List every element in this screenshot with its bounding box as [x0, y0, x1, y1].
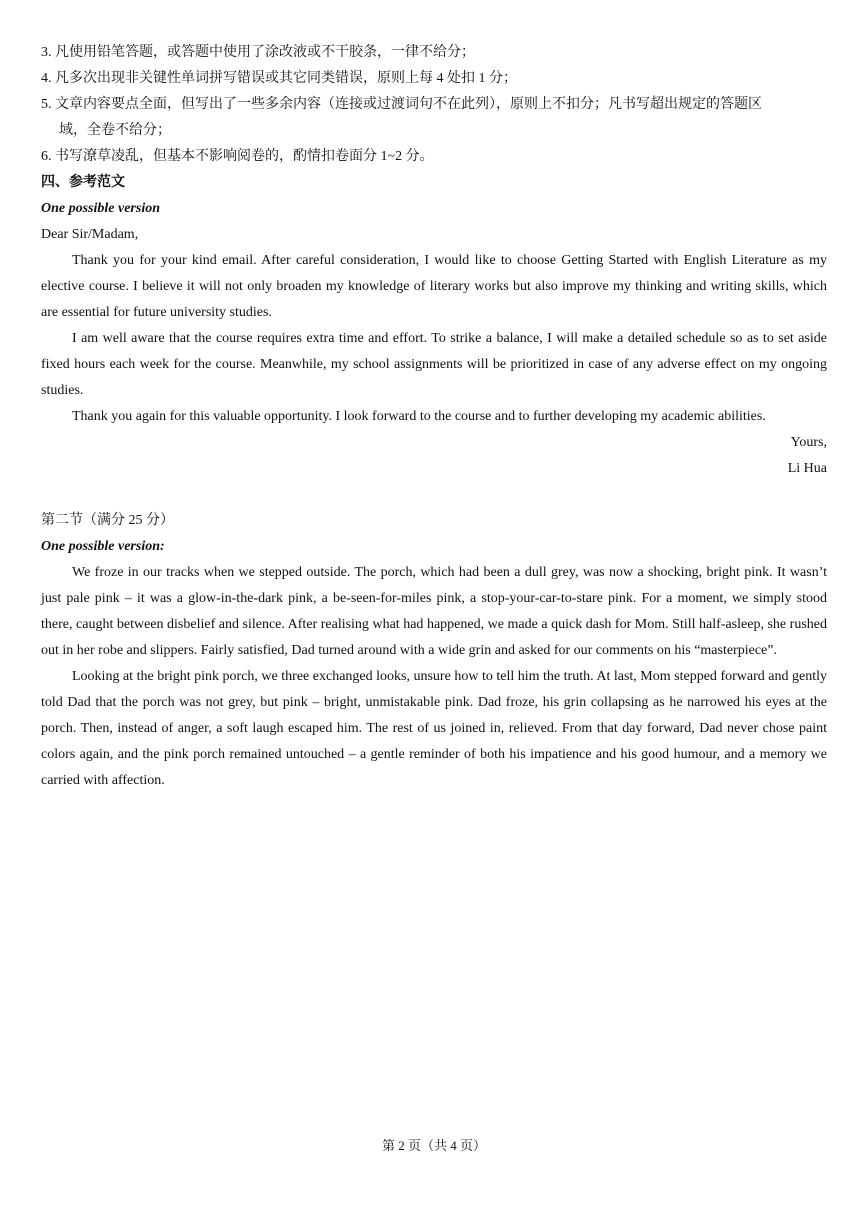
- letter-closing: Yours,: [790, 435, 827, 450]
- document-page: [41, 40, 827, 794]
- rule-number: 5.: [41, 97, 52, 112]
- version-label: One possible version:: [41, 539, 165, 554]
- scoring-rule-3: [41, 40, 827, 66]
- story-paragraph-2: Looking at the bright pink porch, we three exchanged looks, unsure how to tell him the truth. At last, Mom stepped forward and gently told Dad that the porch was not grey, but pink – bright, unmistakable pink. Dad froze, his grin collapsing as he narrowed his eyes at the porch. Then, instead of anger, a soft laugh escaped him. The rest of us joined in, relieved. From that day forward, Dad never chose paint colors again, and the pink porch remained untouched – a gentle reminder of both his impatience and his good humour, and a memory we carried with affection.: [41, 669, 827, 788]
- letter-paragraph-1: Thank you for your kind email. After careful consideration, I would like to choose Getting Started with English Literature as my elective course. I believe it will not only broaden my knowledge of literary works but also improve my thinking and writing skills, which are essential for future university studies.: [41, 253, 827, 320]
- page-footer: 第 2 页（共 4 页）: [381, 1138, 486, 1153]
- letter-signature: Li Hua: [787, 461, 827, 476]
- rule-text: 凡使用铅笔答题，或答题中使用了涂改液或不干胶条，一律不给分；: [55, 45, 475, 60]
- rule-number: 4.: [41, 71, 52, 86]
- rule-text: 书写潦草凌乱，但基本不影响阅卷的，酌情扣卷面分 1~2 分。: [55, 149, 434, 164]
- rule-text: 文章内容要点全面，但写出了一些多余内容（连接或过渡词句不在此列），原则上不扣分；凡书写超出规定的答题区: [55, 97, 762, 112]
- letter-paragraph-3: Thank you again for this valuable opportunity. I look forward to the course and to further developing my academic abilities.: [72, 409, 766, 424]
- section-two-heading: 第二节（满分 25 分）: [41, 513, 174, 528]
- version-label: One possible version: [41, 201, 160, 216]
- scoring-rule-6: [41, 144, 827, 170]
- story-paragraph-1: We froze in our tracks when we stepped outside. The porch, which had been a dull grey, was now a shocking, bright pink. It wasn’t just pale pink – it was a glow-in-the-dark pink, a be-seen-for-miles pink, a stop-your-car-to-stare pink. For a moment, we simply stood there, caught between disbelief and silence. After realising what had happened, we made a quick dash for Mom. Still half-asleep, she rushed out in her robe and slippers. Fairly satisfied, Dad turned around with a wide grin and asked for our comments on his “masterpiece”.: [41, 565, 827, 658]
- rule-text: 凡多次出现非关键性单词拼写错误或其它同类错误，原则上每 4 处扣 1 分；: [55, 71, 517, 86]
- rule-number: 3.: [41, 45, 52, 60]
- scoring-rule-4: [41, 66, 827, 92]
- rule-number: 6.: [41, 149, 52, 164]
- section-four-heading: 四、参考范文: [41, 175, 125, 190]
- rule-text-continuation: 域，全卷不给分；: [59, 123, 171, 138]
- section-gap: [41, 482, 827, 508]
- letter-paragraph-2: I am well aware that the course requires extra time and effort. To strike a balance, I will make a detailed schedule so as to set aside fixed hours each week for the course. Meanwhile, my school assignments will be prioritized in case of any adverse effect on my ongoing studies.: [41, 331, 827, 398]
- scoring-rule-5: [41, 92, 827, 144]
- letter-salutation: Dear Sir/Madam,: [41, 227, 139, 242]
